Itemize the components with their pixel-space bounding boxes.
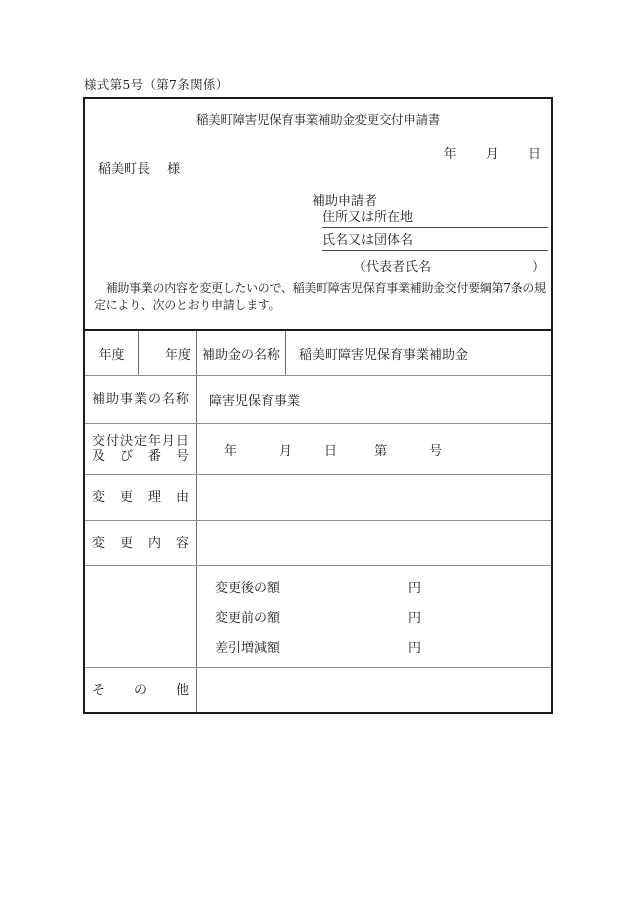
addressee-honorific: 様 (167, 162, 181, 177)
form-table (85, 331, 551, 712)
amount-difference-line (215, 637, 551, 656)
grant-number-suffix-label: 号 (429, 443, 443, 459)
project-name-label: 補 助 事 業 の 名 称 (92, 392, 189, 407)
amount-before-change-line (215, 607, 551, 626)
grant-decision-label-line1: 交 付 決 定 年 月 日 (92, 434, 189, 449)
amount-before-change-label: 変更前の額 (215, 611, 281, 626)
amounts-label-cell (85, 566, 197, 667)
amount-after-change-line (215, 577, 551, 596)
intro-paragraph (94, 280, 550, 314)
intro-line-1: 補助事業の内容を変更したいので、稲美町障害児保育事業補助金交付要綱第7条の規 (94, 281, 546, 295)
row-other (85, 667, 551, 712)
subsidy-name-value-cell: 稲美町障害児保育事業補助金 (299, 347, 469, 363)
change-reason-label: 変 更 理 由 (92, 490, 189, 505)
change-content-value-cell (197, 521, 551, 565)
row-change-reason (85, 474, 551, 520)
intro-line-2: 定により、次のとおり申請します。 (94, 298, 281, 312)
other-label-cell (85, 668, 197, 712)
representative-name-field (353, 256, 545, 275)
change-reason-label-cell (85, 475, 197, 520)
date-year-label: 年 (443, 147, 457, 162)
amounts-value-cell (197, 566, 551, 667)
fiscal-year-label-cell: 年度 (85, 331, 139, 375)
amount-difference-label: 差引増減額 (215, 641, 281, 656)
row-change-content (85, 520, 551, 565)
other-value-cell (197, 668, 551, 712)
change-reason-value-cell (197, 475, 551, 520)
change-content-label: 変 更 内 容 (92, 535, 189, 551)
date-line (444, 143, 541, 162)
project-name-value-cell: 障害児保育事業 (209, 394, 301, 409)
change-content-label-cell (85, 521, 197, 565)
applicant-heading: 補助申請者 (312, 194, 378, 209)
amount-after-change-label: 変更後の額 (215, 581, 281, 596)
form-number-label: 様式第5号（第7条関係） (84, 77, 229, 92)
grant-day-label: 日 (324, 443, 338, 459)
grant-year-label: 年 (224, 443, 238, 459)
subsidy-name-label-cell: 補助金の名称 (197, 331, 286, 375)
application-form (83, 97, 553, 714)
amount-difference-unit: 円 (408, 641, 422, 656)
addressee-line (98, 158, 180, 177)
fiscal-year-value-cell: 年度 (139, 331, 197, 375)
grant-decision-label-cell (85, 424, 197, 474)
row-project-name (85, 375, 551, 423)
row-fiscal-year (85, 331, 551, 375)
applicant-name-field (322, 234, 548, 251)
grant-number-prefix-label: 第 (374, 443, 388, 459)
amount-after-change-unit: 円 (408, 581, 422, 596)
form-header (85, 99, 551, 331)
form-title: 稲美町障害児保育事業補助金変更交付申請書 (195, 112, 440, 127)
row-amounts (85, 565, 551, 667)
row-grant-decision (85, 423, 551, 474)
applicant-name-label: 氏名又は団体名 (322, 233, 414, 248)
applicant-address-field (322, 211, 548, 228)
grant-month-label: 月 (279, 443, 293, 459)
other-label: そ の 他 (92, 682, 189, 698)
grant-decision-label-line2: 及 び 番 号 (92, 449, 189, 464)
date-day-label: 日 (527, 147, 541, 162)
representative-open-label: （代表者氏名 (353, 260, 432, 275)
grant-decision-value-cell (197, 424, 551, 474)
date-month-label: 月 (485, 147, 499, 162)
representative-close-paren: ） (531, 260, 545, 275)
project-name-label-cell (85, 376, 197, 423)
addressee-name: 稲美町長 (98, 162, 151, 177)
amount-before-change-unit: 円 (408, 611, 422, 626)
applicant-address-label: 住所又は所在地 (322, 210, 414, 225)
